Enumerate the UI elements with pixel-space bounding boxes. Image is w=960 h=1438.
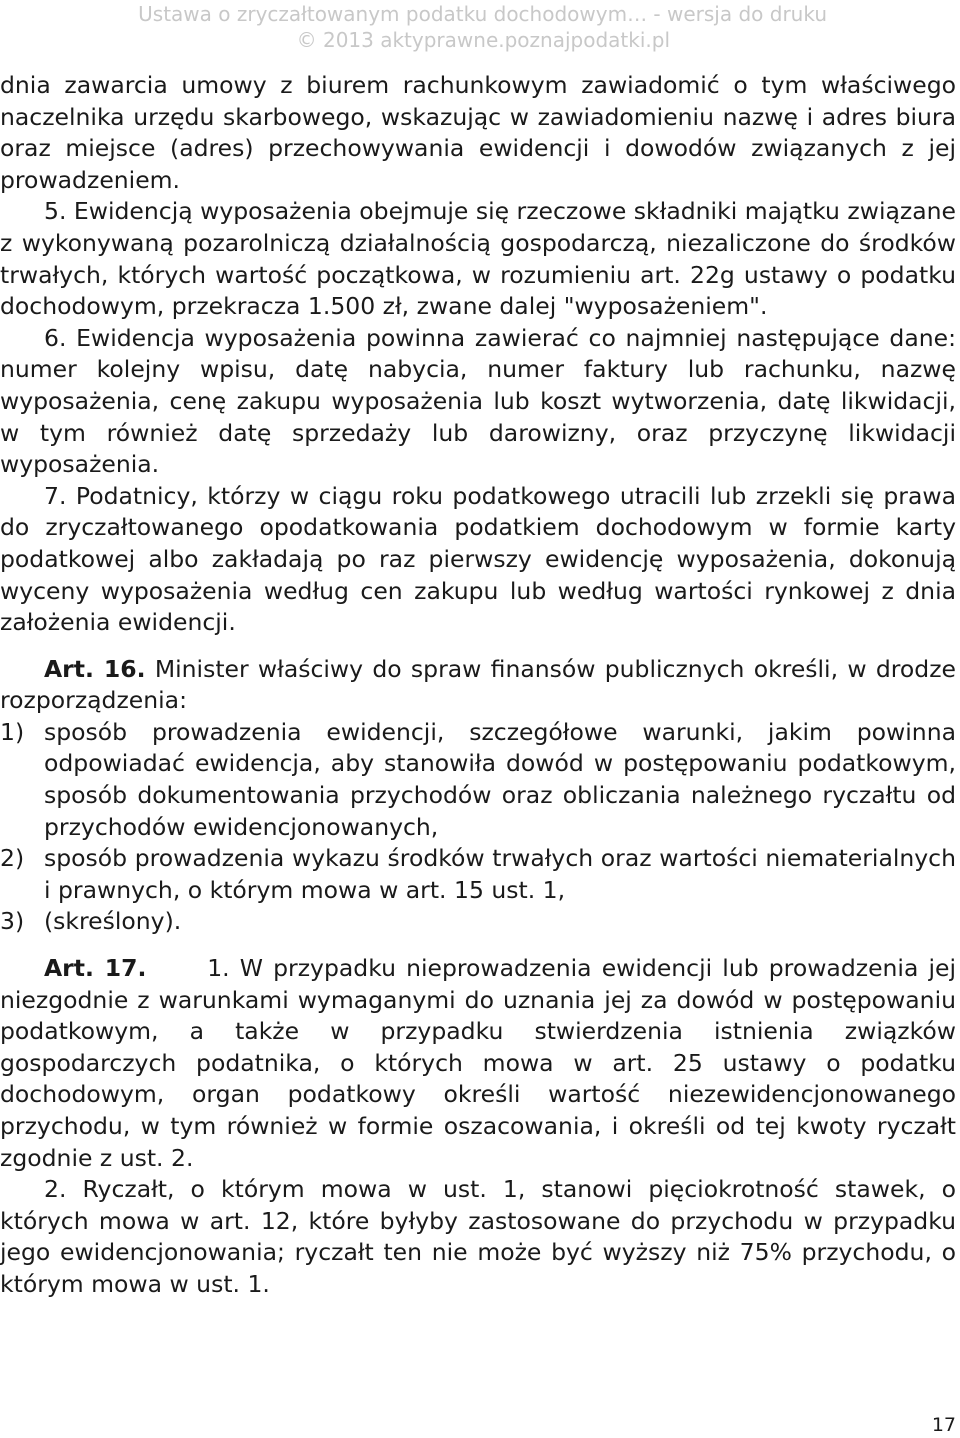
article-16-intro [0,654,956,717]
article-17-paragraph-1 [0,953,956,1174]
article-17-text: 1. W przypadku nieprowadzenia ewidencji lub prowadzenia jej niezgodnie z warunkami wymaganymi do uznania jej za dowód w postępowaniu podatkowym, a także w przypadku stwierdzenia istnienia związków gospodarczych podatnika, o których mowa w art. 25 ustawy o podatku dochodowym, organ podatkowy określi wartość niezewidencjonowanego przychodu, w tym również w formie oszacowania, i określi od tej kwoty ryczałt zgodnie z ust. 2. [0,954,957,1172]
paragraph-7: 7. Podatnicy, którzy w ciągu roku podatkowego utracili lub zrzekli się prawa do zryczałtowanego opodatkowania podatkiem dochodowym w formie karty podatkowej albo zakładają po raz pierwszy ewidencję wyposażenia, dokonują wyceny wyposażenia według cen zakupu lub według wartości rynkowej z dnia założenia ewidencji. [0,481,956,637]
list-item-number: 2) [0,844,25,873]
list-item [0,717,956,843]
spacer [0,639,956,654]
list-item-text: (skreślony). [44,907,182,936]
list-item-number: 3) [0,907,25,936]
spacer [0,938,956,953]
page-header [0,0,960,50]
document-body [0,70,956,1301]
article-17-paragraph-2: 2. Ryczałt, o którym mowa w ust. 1, stanowi pięciokrotność stawek, o których mowa w art. 12, które byłyby zastosowane do przychodu w przypadku jego ewidencjonowania; ryczałt ten nie może być wyższy niż 75% przychodu, o którym mowa w ust. 1. [0,1175,956,1298]
paragraph-continuation: dnia zawarcia umowy z biurem rachunkowym zawiadomić o tym właściwego naczelnika urzędu skarbowego, wskazując w zawiadomieniu nazwę i adres biura oraz miejsce (adres) przechowywania ewidencji i dowodów związanych z jej prowadzeniem. [0,71,956,194]
list-item-text: sposób prowadzenia ewidencji, szczegółowe warunki, jakim powinna odpowiadać ewidencja, aby stanowiła dowód w postępowaniu podatkowym, sposób dokumentowania przychodów oraz obliczania należnego ryczałtu od przychodów ewidencjonowanych, [44,717,956,841]
paragraph-5: 5. Ewidencją wyposażenia obejmuje się rzeczowe składniki majątku związane z wykonywaną pozarolniczą działalnością gospodarczą, niezaliczone do środków trwałych, których wartość początkowa, w rozumieniu art. 22g ustawy o podatku dochodowym, przekracza 1.500 zł, zwane dalej "wyposażeniem". [0,197,956,321]
article-16-text: Minister właściwy do spraw finansów publicznych określi, w drodze rozporządzenia: [0,654,956,715]
article-16-label: Art. 16. [44,654,146,683]
list-item-number: 1) [0,717,25,746]
header-copyright: © 2013 aktyprawne.poznajpodatki.pl [296,28,670,52]
list-item [0,906,956,938]
paragraph-6: 6. Ewidencja wyposażenia powinna zawierać co najmniej następujące dane: numer kolejny wpisu, datę nabycia, numer faktury lub rachunku, nazwę wyposażenia, cenę zakupu wyposażenia lub koszt wytworzenia, datę likwidacji, w tym również datę sprzedaży lub darowizny, oraz przyczynę likwidacji wyposażenia. [0,323,956,479]
header-title: Ustawa o zryczałtowanym podatku dochodowym… - wersja do druku [138,2,827,26]
article-17-label: Art. 17. [44,954,147,983]
list-item [0,843,956,906]
page-number: 17 [931,1414,956,1436]
list-item-text: sposób prowadzenia wykazu środków trwałych oraz wartości niematerialnych i prawnych, o którym mowa w art. 15 ust. 1, [44,844,956,904]
